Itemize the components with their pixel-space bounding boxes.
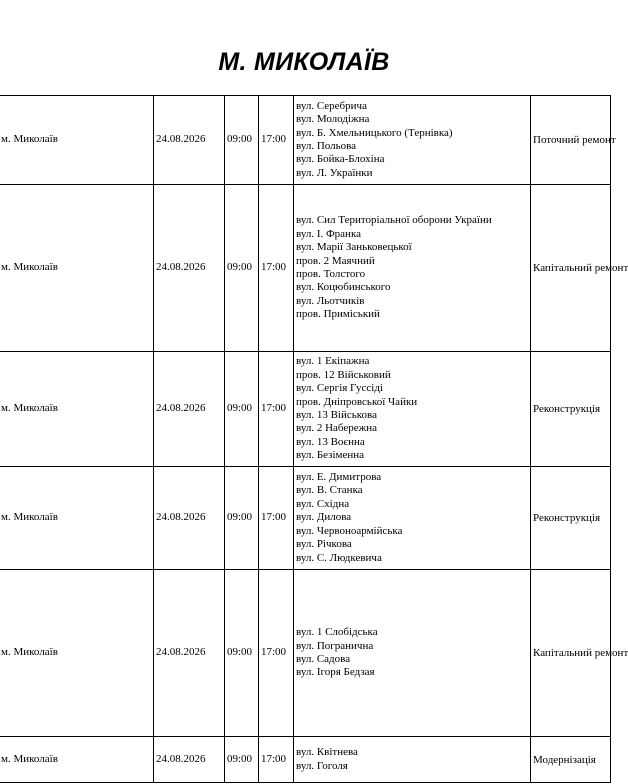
street-name: вул. Садова	[296, 653, 351, 665]
street-name: вул. Коцюбинського	[296, 281, 391, 294]
street-name: вул. Б. Хмельницького (Тернівка)	[296, 126, 453, 139]
city-cell: м. Миколаїв	[0, 570, 154, 737]
street-name: вул. Гоголя	[296, 759, 348, 772]
end-time-cell: 17:00	[259, 467, 294, 570]
street-name: пров. 12 Військовий	[296, 368, 391, 381]
street-name: вул. Серебрича	[296, 99, 367, 112]
street-name: вул. Безіменна	[296, 449, 365, 462]
street-name: вул. Польова	[296, 140, 357, 152]
date-cell: 24.08.2026	[154, 185, 225, 352]
start-time-cell: 09:00	[225, 185, 259, 352]
street-name: вул. Е. Димитрова	[296, 471, 382, 484]
street-name: вул. Бойка-Блохіна	[296, 153, 385, 166]
street-name: вул. Л. Українки	[296, 166, 373, 179]
table-row	[0, 467, 611, 570]
street-name: вул. 2 Набережна	[296, 422, 377, 435]
city-cell: м. Миколаїв	[0, 96, 154, 185]
city-cell: м. Миколаїв	[0, 352, 154, 467]
streets-cell	[294, 570, 531, 737]
street-name: пров. 2 Маячний	[296, 254, 375, 267]
end-time-cell: 17:00	[259, 185, 294, 352]
table-row	[0, 352, 611, 467]
street-name: вул. 13 Воєнна	[296, 435, 365, 448]
table-row	[0, 96, 611, 185]
street-name: вул. Червоноармійська	[296, 524, 403, 537]
streets-cell	[294, 467, 531, 570]
city-cell: м. Миколаїв	[0, 467, 154, 570]
start-time-cell: 09:00	[225, 467, 259, 570]
street-name: вул. Сил Територіальної оборони України	[296, 214, 492, 227]
page-title: М. МИКОЛАЇВ	[218, 48, 390, 76]
street-name: вул. Сергія Гуссіді	[296, 382, 383, 395]
work-type-cell: Капітальний ремонт	[531, 570, 611, 737]
street-name: вул. 1 Екіпажна	[296, 355, 370, 368]
work-type-cell: Капітальний ремонт	[531, 185, 611, 352]
street-name: вул. Погранична	[296, 639, 374, 652]
work-type-cell: Поточний ремонт	[531, 96, 611, 185]
street-name: вул. С. Людкевича	[296, 551, 382, 564]
streets-cell	[294, 96, 531, 185]
date-cell: 24.08.2026	[154, 467, 225, 570]
date-cell: 24.08.2026	[154, 570, 225, 737]
work-type-cell: Реконструкція	[531, 352, 611, 467]
end-time-cell: 17:00	[259, 96, 294, 185]
street-name: вул. 13 Військова	[296, 409, 377, 421]
street-name: вул. І. Франка	[296, 227, 362, 240]
date-cell: 24.08.2026	[154, 96, 225, 185]
street-name: вул. Льотчиків	[296, 294, 365, 307]
street-name: пров. Дніпровської Чайки	[296, 395, 418, 408]
start-time-cell: 09:00	[225, 570, 259, 737]
table-row	[0, 570, 611, 737]
street-name: вул. В. Станка	[296, 484, 363, 497]
street-name: вул. 1 Слобідська	[296, 626, 378, 639]
city-cell: м. Миколаїв	[0, 737, 154, 783]
start-time-cell: 09:00	[225, 352, 259, 467]
street-name: вул. Східна	[296, 497, 350, 510]
work-type-cell: Реконструкція	[531, 467, 611, 570]
street-name: вул. Молодіжна	[296, 113, 370, 126]
streets-cell	[294, 352, 531, 467]
street-name: вул. Дилова	[296, 511, 352, 524]
streets-cell	[294, 737, 531, 783]
end-time-cell: 17:00	[259, 737, 294, 783]
table-row	[0, 737, 611, 783]
street-name: пров. Толстого	[296, 268, 366, 280]
street-name: вул. Річкова	[296, 538, 352, 551]
street-name: вул. Ігоря Бедзая	[296, 666, 375, 679]
date-cell: 24.08.2026	[154, 737, 225, 783]
street-name: пров. Приміський	[296, 308, 380, 321]
work-type-cell: Модернізація	[531, 737, 611, 783]
end-time-cell: 17:00	[259, 352, 294, 467]
start-time-cell: 09:00	[225, 96, 259, 185]
end-time-cell: 17:00	[259, 570, 294, 737]
street-name: вул. Марії Заньковецької	[296, 241, 412, 254]
outage-schedule-table	[0, 95, 628, 783]
table-row	[0, 185, 611, 352]
start-time-cell: 09:00	[225, 737, 259, 783]
streets-cell	[294, 185, 531, 352]
date-cell: 24.08.2026	[154, 352, 225, 467]
city-cell: м. Миколаїв	[0, 185, 154, 352]
street-name: вул. Квітнева	[296, 746, 358, 759]
